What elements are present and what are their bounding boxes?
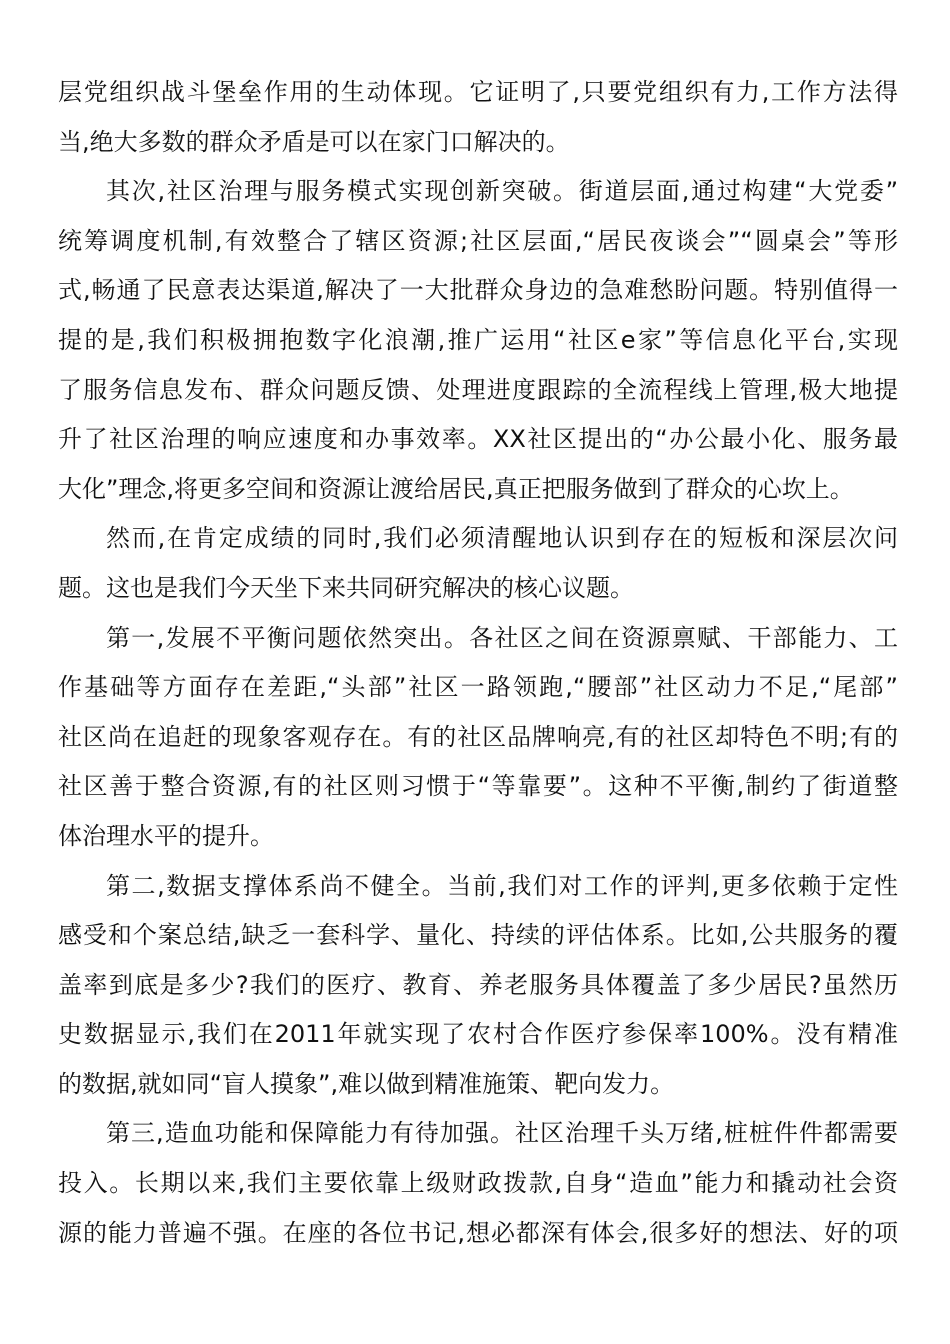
text-line: 的数据,就如同“盲人摸象”,难以做到精准施策、靶向发力。 [58, 1069, 675, 1098]
text-line: 升了社区治理的响应速度和办事效率。XX社区提出的“办公最小化、服务最 [58, 425, 898, 454]
text-line: 层党组织战斗堡垒作用的生动体现。它证明了,只要党组织有力,工作方法得 [58, 78, 898, 106]
paragraph [58, 862, 898, 1110]
paragraph [58, 514, 898, 613]
text-line: 盖率到底是多少?我们的医疗、教育、养老服务具体覆盖了多少居民?虽然历 [58, 970, 898, 999]
text-line: 史数据显示,我们在2011年就实现了农村合作医疗参保率100%。没有精准 [58, 1020, 898, 1049]
text-line: 社区善于整合资源,有的社区则习惯于“等靠要”。这种不平衡,制约了街道整 [58, 772, 898, 801]
text-line: 提的是,我们积极拥抱数字化浪潮,推广运用“社区e家”等信息化平台,实现 [58, 325, 898, 354]
text-line: 统筹调度机制,有效整合了辖区资源;社区层面,“居民夜谈会”“圆桌会”等形 [58, 226, 898, 255]
text-line: 社区尚在追赶的现象客观存在。有的社区品牌响亮,有的社区却特色不明;有的 [58, 722, 898, 751]
paragraph [58, 1109, 898, 1258]
text-line: 题。这也是我们今天坐下来共同研究解决的核心议题。 [58, 573, 634, 602]
paragraph [58, 68, 898, 167]
text-line: 大化”理念,将更多空间和资源让渡给居民,真正把服务做到了群众的心坎上。 [58, 474, 854, 503]
text-line: 当,绝大多数的群众矛盾是可以在家门口解决的。 [58, 127, 570, 156]
paragraph [58, 614, 898, 862]
text-line: 体治理水平的提升。 [58, 821, 274, 850]
text-line: 式,畅通了民意表达渠道,解决了一大批群众身边的急难愁盼问题。特别值得一 [58, 276, 898, 305]
text-line: 其次,社区治理与服务模式实现创新突破。街道层面,通过构建“大党委” [106, 177, 898, 206]
text-line: 投入。长期以来,我们主要依靠上级财政拨款,自身“造血”能力和撬动社会资 [58, 1169, 898, 1198]
text-line: 第一,发展不平衡问题依然突出。各社区之间在资源禀赋、干部能力、工 [106, 623, 898, 652]
text-line: 作基础等方面存在差距,“头部”社区一路领跑,“腰部”社区动力不足,“尾部” [58, 673, 898, 702]
text-line: 第三,造血功能和保障能力有待加强。社区治理千头万绪,桩桩件件都需要 [106, 1119, 898, 1148]
paragraph [58, 167, 898, 514]
text-line: 源的能力普遍不强。在座的各位书记,想必都深有体会,很多好的想法、好的项 [58, 1218, 898, 1247]
text-line: 第二,数据支撑体系尚不健全。当前,我们对工作的评判,更多依赖于定性 [106, 871, 898, 900]
text-line: 然而,在肯定成绩的同时,我们必须清醒地认识到存在的短板和深层次问 [106, 524, 898, 553]
body-text [58, 68, 898, 1258]
text-line: 了服务信息发布、群众问题反馈、处理进度跟踪的全流程线上管理,极大地提 [58, 375, 898, 404]
text-line: 感受和个案总结,缺乏一套科学、量化、持续的评估体系。比如,公共服务的覆 [58, 921, 898, 950]
